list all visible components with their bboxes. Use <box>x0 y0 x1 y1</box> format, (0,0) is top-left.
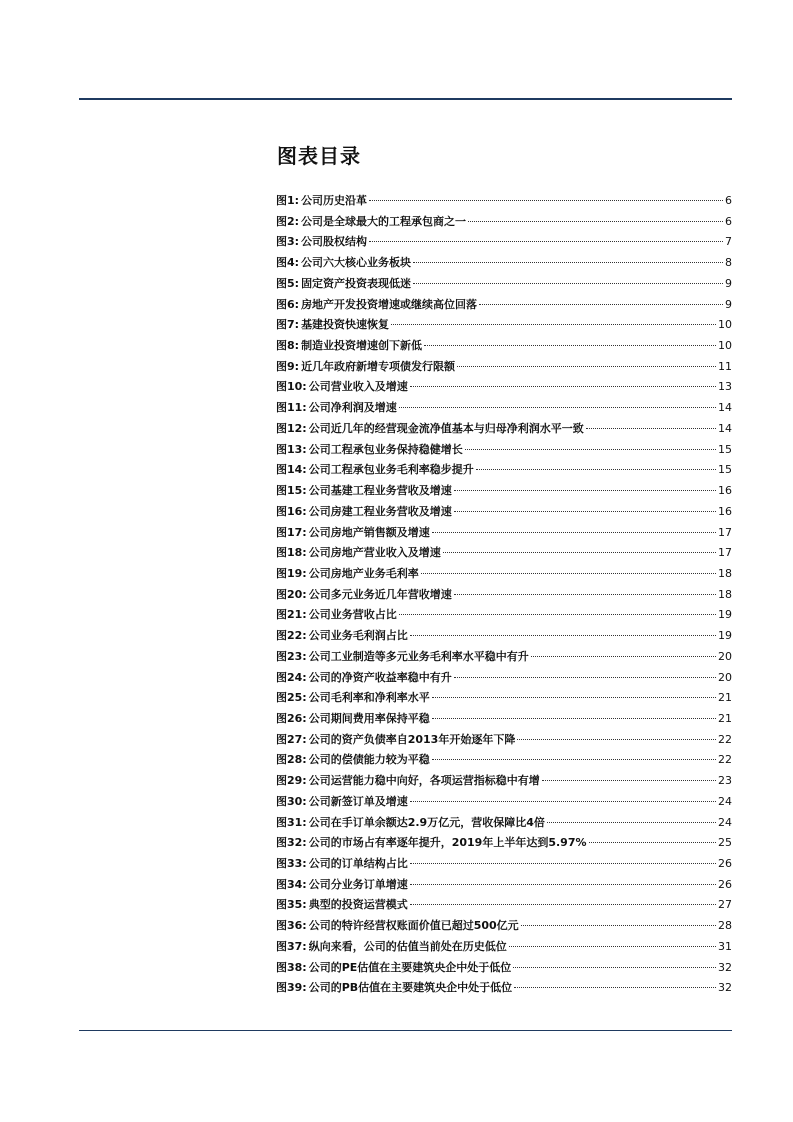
figure-title: 固定资产投资表现低迷 <box>301 276 412 290</box>
figure-number: 图25: <box>276 691 307 705</box>
page-number: 14 <box>718 421 732 435</box>
page-number: 17 <box>718 525 732 539</box>
dot-leader <box>514 987 716 988</box>
figure-title: 公司在手订单余额达2.9万亿元，营收保障比4倍 <box>308 815 545 829</box>
figure-title: 公司的订单结构占比 <box>308 857 408 870</box>
figure-title: 近几年政府新增专项债发行限额 <box>301 359 456 373</box>
toc-entry[interactable] <box>276 213 732 234</box>
figure-number: 图17: <box>276 525 307 539</box>
page-number: 25 <box>718 836 732 850</box>
page-number: 23 <box>718 774 732 788</box>
page-number: 26 <box>718 877 732 891</box>
toc-entry[interactable] <box>276 751 732 772</box>
figure-title: 基建投资快速恢复 <box>301 318 390 332</box>
figure-title: 公司新签订单及增速 <box>308 794 408 808</box>
dot-leader <box>432 759 716 760</box>
figure-number: 图29: <box>276 774 307 788</box>
figure-title: 公司分业务订单增速 <box>308 877 408 891</box>
toc-entry[interactable] <box>276 420 732 441</box>
dot-leader <box>454 511 716 512</box>
figure-number: 图39: <box>276 981 307 995</box>
dot-leader <box>421 573 716 574</box>
figure-title: 公司营业收入及增速 <box>308 380 408 394</box>
page-number: 19 <box>718 608 732 622</box>
toc-entry[interactable] <box>276 296 732 317</box>
dot-leader <box>521 925 716 926</box>
dot-leader <box>369 200 723 201</box>
dot-leader <box>454 677 716 678</box>
figure-title: 公司是全球最大的工程承包商之一 <box>301 214 467 228</box>
figure-number: 图7: <box>276 318 300 332</box>
dot-leader <box>391 324 716 325</box>
toc-entry[interactable] <box>276 461 732 482</box>
figure-number: 图24: <box>276 670 307 684</box>
toc-entry[interactable] <box>276 544 732 565</box>
toc-entry[interactable] <box>276 959 732 980</box>
toc-entry[interactable] <box>276 876 732 897</box>
page-number: 17 <box>718 546 732 560</box>
page-number: 15 <box>718 442 732 456</box>
dot-leader <box>589 842 717 843</box>
dot-leader <box>586 428 716 429</box>
page-number: 15 <box>718 463 732 477</box>
dot-leader <box>432 532 716 533</box>
figure-title: 纵向来看，公司的估值当前处在历史低位 <box>308 939 507 953</box>
page-number: 6 <box>725 214 732 228</box>
page-number: 21 <box>718 691 732 705</box>
dot-leader <box>410 801 716 802</box>
figure-number: 图19: <box>276 566 307 580</box>
toc-entry[interactable] <box>276 441 732 462</box>
page-number: 31 <box>718 939 732 953</box>
figure-number: 图21: <box>276 608 307 622</box>
toc-entry[interactable] <box>276 772 732 793</box>
page-number: 18 <box>718 587 732 601</box>
figure-list <box>276 192 732 1000</box>
figure-number: 图20: <box>276 587 307 601</box>
figure-number: 图8: <box>276 339 300 353</box>
toc-entry[interactable] <box>276 565 732 586</box>
toc-entry[interactable] <box>276 979 732 1000</box>
figure-title: 公司房地产营业收入及增速 <box>308 546 441 560</box>
toc-entry[interactable] <box>276 938 732 959</box>
dot-leader <box>432 697 716 698</box>
page-number: 14 <box>718 401 732 415</box>
figure-title: 公司的偿债能力较为平稳 <box>308 753 430 767</box>
figure-title: 公司业务毛利润占比 <box>308 629 408 643</box>
dot-leader <box>399 407 716 408</box>
figure-number: 图1: <box>276 194 300 207</box>
toc-entry[interactable] <box>276 793 732 814</box>
dot-leader <box>410 863 716 864</box>
page-number: 22 <box>718 753 732 767</box>
page-title: 图表目录 <box>277 144 361 168</box>
dot-leader <box>457 366 716 367</box>
figure-number: 图3: <box>276 235 300 249</box>
dot-leader <box>443 552 716 553</box>
dot-leader <box>410 386 716 387</box>
figure-number: 图36: <box>276 919 307 933</box>
toc-entry[interactable] <box>276 503 732 524</box>
toc-entry[interactable] <box>276 834 732 855</box>
toc-entry[interactable] <box>276 337 732 358</box>
toc-entry[interactable] <box>276 606 732 627</box>
dot-leader <box>513 967 716 968</box>
dot-leader <box>399 614 716 615</box>
figure-title: 公司多元业务近几年营收增速 <box>308 587 452 601</box>
page-number: 28 <box>718 919 732 933</box>
figure-number: 图26: <box>276 711 307 725</box>
dot-leader <box>542 780 716 781</box>
figure-title: 公司六大核心业务板块 <box>301 256 412 270</box>
figure-title: 典型的投资运营模式 <box>308 898 408 912</box>
figure-title: 公司的市场占有率逐年提升，2019年上半年达到5.97% <box>308 836 587 850</box>
figure-title: 公司期间费用率保持平稳 <box>308 711 430 725</box>
figure-title: 制造业投资增速创下新低 <box>301 339 423 353</box>
figure-number: 图14: <box>276 463 307 477</box>
page-number: 7 <box>725 235 732 249</box>
dot-leader <box>468 221 723 222</box>
figure-number: 图30: <box>276 794 307 808</box>
toc-entry[interactable] <box>276 482 732 503</box>
page-number: 21 <box>718 711 732 725</box>
dot-leader <box>432 718 716 719</box>
figure-number: 图32: <box>276 836 307 850</box>
dot-leader <box>410 904 716 905</box>
figure-title: 公司历史沿革 <box>301 194 368 207</box>
figure-number: 图12: <box>276 421 307 435</box>
toc-entry[interactable] <box>276 648 732 669</box>
dot-leader <box>454 594 716 595</box>
figure-title: 公司的PE估值在主要建筑央企中处于低位 <box>308 960 512 974</box>
page-number: 16 <box>718 504 732 518</box>
toc-entry[interactable] <box>276 917 732 938</box>
figure-title: 公司房地产业务毛利率 <box>308 566 419 580</box>
toc-entry[interactable] <box>276 814 732 835</box>
toc-entry[interactable] <box>276 192 732 213</box>
figure-number: 图31: <box>276 815 307 829</box>
page-number: 6 <box>725 194 732 207</box>
figure-number: 图5: <box>276 276 300 290</box>
figure-title: 公司近几年的经营现金流净值基本与归母净利润水平一致 <box>308 421 584 435</box>
figure-title: 公司的净资产收益率稳中有升 <box>308 670 452 684</box>
page-number: 11 <box>718 359 732 373</box>
figure-title: 公司的资产负债率自2013年开始逐年下降 <box>308 732 516 746</box>
figure-title: 公司股权结构 <box>301 235 368 249</box>
figure-title: 公司业务营收占比 <box>308 608 397 622</box>
toc-entry[interactable] <box>276 586 732 607</box>
figure-number: 图18: <box>276 546 307 560</box>
figure-number: 图13: <box>276 442 307 456</box>
page-number: 22 <box>718 732 732 746</box>
figure-number: 图22: <box>276 629 307 643</box>
dot-leader <box>410 884 716 885</box>
page-number: 18 <box>718 566 732 580</box>
figure-title: 公司的特许经营权账面价值已超过500亿元 <box>308 919 519 933</box>
figure-number: 图34: <box>276 877 307 891</box>
toc-entry[interactable] <box>276 669 732 690</box>
figure-title: 公司净利润及增速 <box>308 401 397 415</box>
toc-entry[interactable] <box>276 710 732 731</box>
figure-title: 公司工业制造等多元业务毛利率水平稳中有升 <box>308 649 529 663</box>
page-number: 8 <box>725 256 732 270</box>
header-rule <box>79 98 732 100</box>
toc-entry[interactable] <box>276 689 732 710</box>
figure-number: 图2: <box>276 214 300 228</box>
dot-leader <box>369 241 723 242</box>
figure-number: 图38: <box>276 960 307 974</box>
dot-leader <box>517 739 716 740</box>
figure-title: 公司的PB估值在主要建筑央企中处于低位 <box>308 981 513 995</box>
page-number: 10 <box>718 318 732 332</box>
page-number: 32 <box>718 981 732 995</box>
figure-title: 公司毛利率和净利率水平 <box>308 691 430 705</box>
dot-leader <box>479 304 723 305</box>
page-number: 24 <box>718 815 732 829</box>
dot-leader <box>410 635 716 636</box>
figure-number: 图33: <box>276 857 307 870</box>
page-number: 32 <box>718 960 732 974</box>
toc-entry[interactable] <box>276 233 732 254</box>
page-number: 16 <box>718 484 732 498</box>
toc-entry[interactable] <box>276 254 732 275</box>
toc-entry[interactable] <box>276 358 732 379</box>
toc-entry[interactable] <box>276 896 732 917</box>
page-number: 27 <box>718 898 732 912</box>
dot-leader <box>413 283 723 284</box>
page-number: 20 <box>718 670 732 684</box>
figure-number: 图4: <box>276 256 300 270</box>
figure-number: 图11: <box>276 401 307 415</box>
dot-leader <box>531 656 716 657</box>
toc-entry[interactable] <box>276 316 732 337</box>
figure-number: 图28: <box>276 753 307 767</box>
figure-number: 图35: <box>276 898 307 912</box>
toc-entry[interactable] <box>276 855 732 876</box>
toc-entry[interactable] <box>276 627 732 648</box>
figure-number: 图6: <box>276 297 300 311</box>
page-number: 9 <box>725 297 732 311</box>
figure-title: 公司工程承包业务保持稳健增长 <box>308 442 463 456</box>
page-number: 20 <box>718 649 732 663</box>
toc-entry[interactable] <box>276 275 732 296</box>
dot-leader <box>547 822 716 823</box>
toc-entry[interactable] <box>276 399 732 420</box>
page-number: 26 <box>718 857 732 870</box>
footer-rule <box>79 1030 732 1031</box>
dot-leader <box>476 469 716 470</box>
figure-number: 图16: <box>276 504 307 518</box>
page-number: 10 <box>718 339 732 353</box>
figure-number: 图10: <box>276 380 307 394</box>
page-number: 24 <box>718 794 732 808</box>
figure-number: 图9: <box>276 359 300 373</box>
page-number: 13 <box>718 380 732 394</box>
figure-number: 图15: <box>276 484 307 498</box>
dot-leader <box>424 345 716 346</box>
page-number: 9 <box>725 276 732 290</box>
toc-entry[interactable] <box>276 524 732 545</box>
toc-entry[interactable] <box>276 378 732 399</box>
figure-title: 房地产开发投资增速或继续高位回落 <box>301 297 478 311</box>
figure-number: 图23: <box>276 649 307 663</box>
figure-number: 图27: <box>276 732 307 746</box>
dot-leader <box>509 946 716 947</box>
page-number: 19 <box>718 629 732 643</box>
figure-title: 公司基建工程业务营收及增速 <box>308 484 452 498</box>
figure-title: 公司工程承包业务毛利率稳步提升 <box>308 463 474 477</box>
toc-entry[interactable] <box>276 731 732 752</box>
figure-title: 公司房建工程业务营收及增速 <box>308 504 452 518</box>
dot-leader <box>413 262 723 263</box>
figure-title: 公司运营能力稳中向好，各项运营指标稳中有增 <box>308 774 540 788</box>
dot-leader <box>465 449 716 450</box>
figure-title: 公司房地产销售额及增速 <box>308 525 430 539</box>
dot-leader <box>454 490 716 491</box>
figure-number: 图37: <box>276 939 307 953</box>
